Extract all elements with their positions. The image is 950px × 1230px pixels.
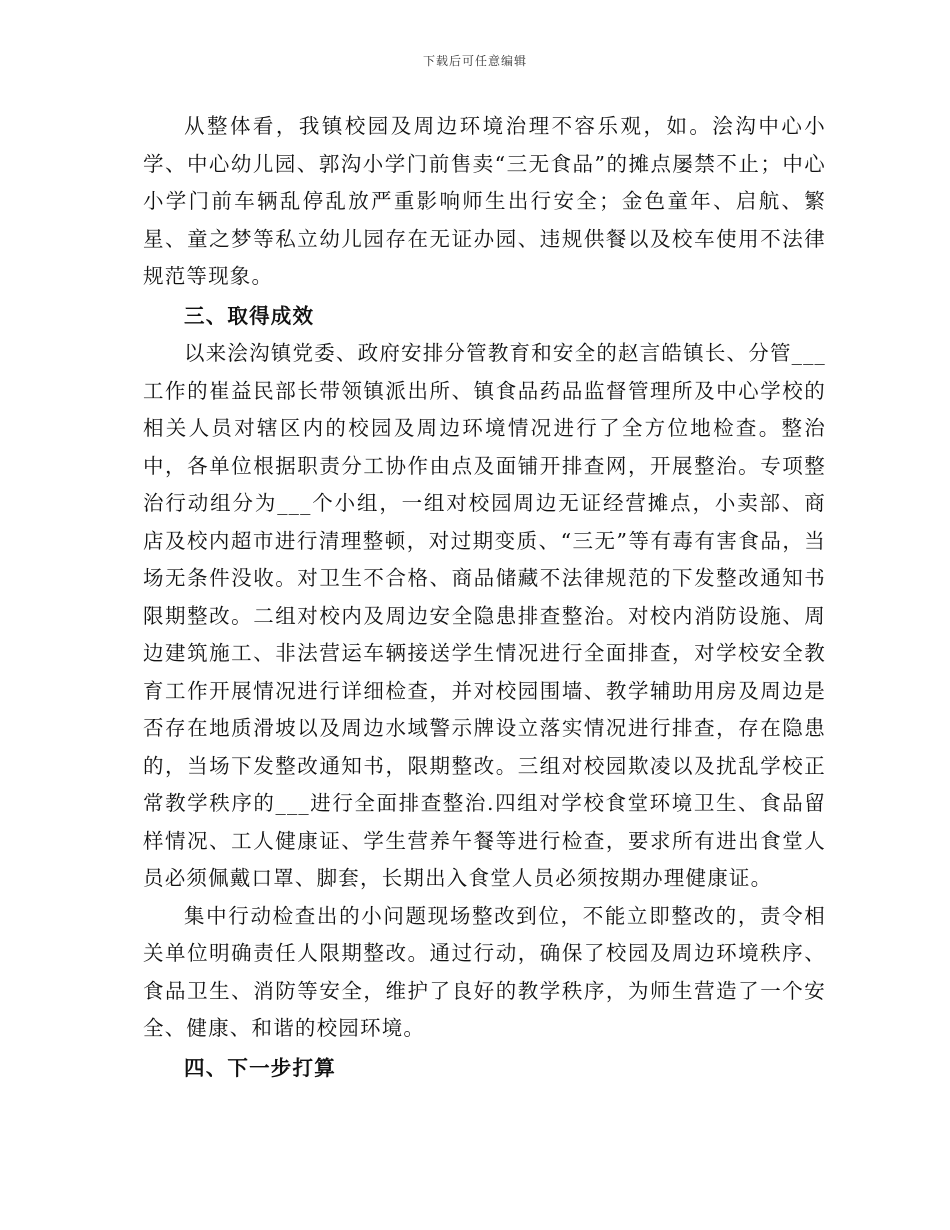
- page-header: 下载后可任意编辑: [422, 54, 527, 68]
- document-body: [143, 108, 826, 1087]
- paragraph-actions: 以来浍沟镇党委、政府安排分管教育和安全的赵言皓镇长、分管___工作的崔益民部长带领镇派出所、镇食品药品监督管理所及中心学校的相关人员对辖区内的校园及周边环境情况进行了全方位地检查。整治中，各单位根据职责分工协作由点及面铺开排查网，开展整治。专项整治行动组分为___个小组，一组对校园周边无证经营摊点，小卖部、商店及校内超市进行清理整顿，对过期变质、“三无”等有毒有害食品，当场无条件没收。对卫生不合格、商品储藏不法律规范的下发整改通知书限期整改。二组对校内及周边安全隐患排查整治。对校内消防设施、周边建筑施工、非法营运车辆接送学生情况进行全面排查，对学校安全教育工作开展情况进行详细检查，并对校园围墙、教学辅助用房及周边是否存在地质滑坡以及周边水域警示牌设立落实情况进行排查，存在隐患的，当场下发整改通知书，限期整改。三组对校园欺凌以及扰乱学校正常教学秩序的___进行全面排查整治.四组对学校食堂环境卫生、食品留样情况、工人健康证、学生营养午餐等进行检查，要求所有进出食堂人员必须佩戴口罩、脚套，长期出入食堂人员必须按期办理健康证。: [143, 341, 826, 890]
- section-heading-next-steps: 四、下一步打算: [184, 1055, 336, 1080]
- paragraph-overview: 从整体看，我镇校园及周边环境治理不容乐观，如。浍沟中心小学、中心幼儿园、郭沟小学门前售卖“三无食品”的摊点屡禁不止；中心小学门前车辆乱停乱放严重影响师生出行安全；金色童年、启航、繁星、童之梦等私立幼儿园存在无证办园、违规供餐以及校车使用不法律规范等现象。: [143, 114, 826, 288]
- paragraph-outcome: 集中行动检查出的小问题现场整改到位，不能立即整改的，责令相关单位明确责任人限期整改。通过行动，确保了校园及周边环境秩序、食品卫生、消防等安全，维护了良好的教学秩序，为师生营造了一个安全、健康、和谐的校园环境。: [143, 903, 826, 1040]
- section-heading-results: 三、取得成效: [184, 303, 315, 328]
